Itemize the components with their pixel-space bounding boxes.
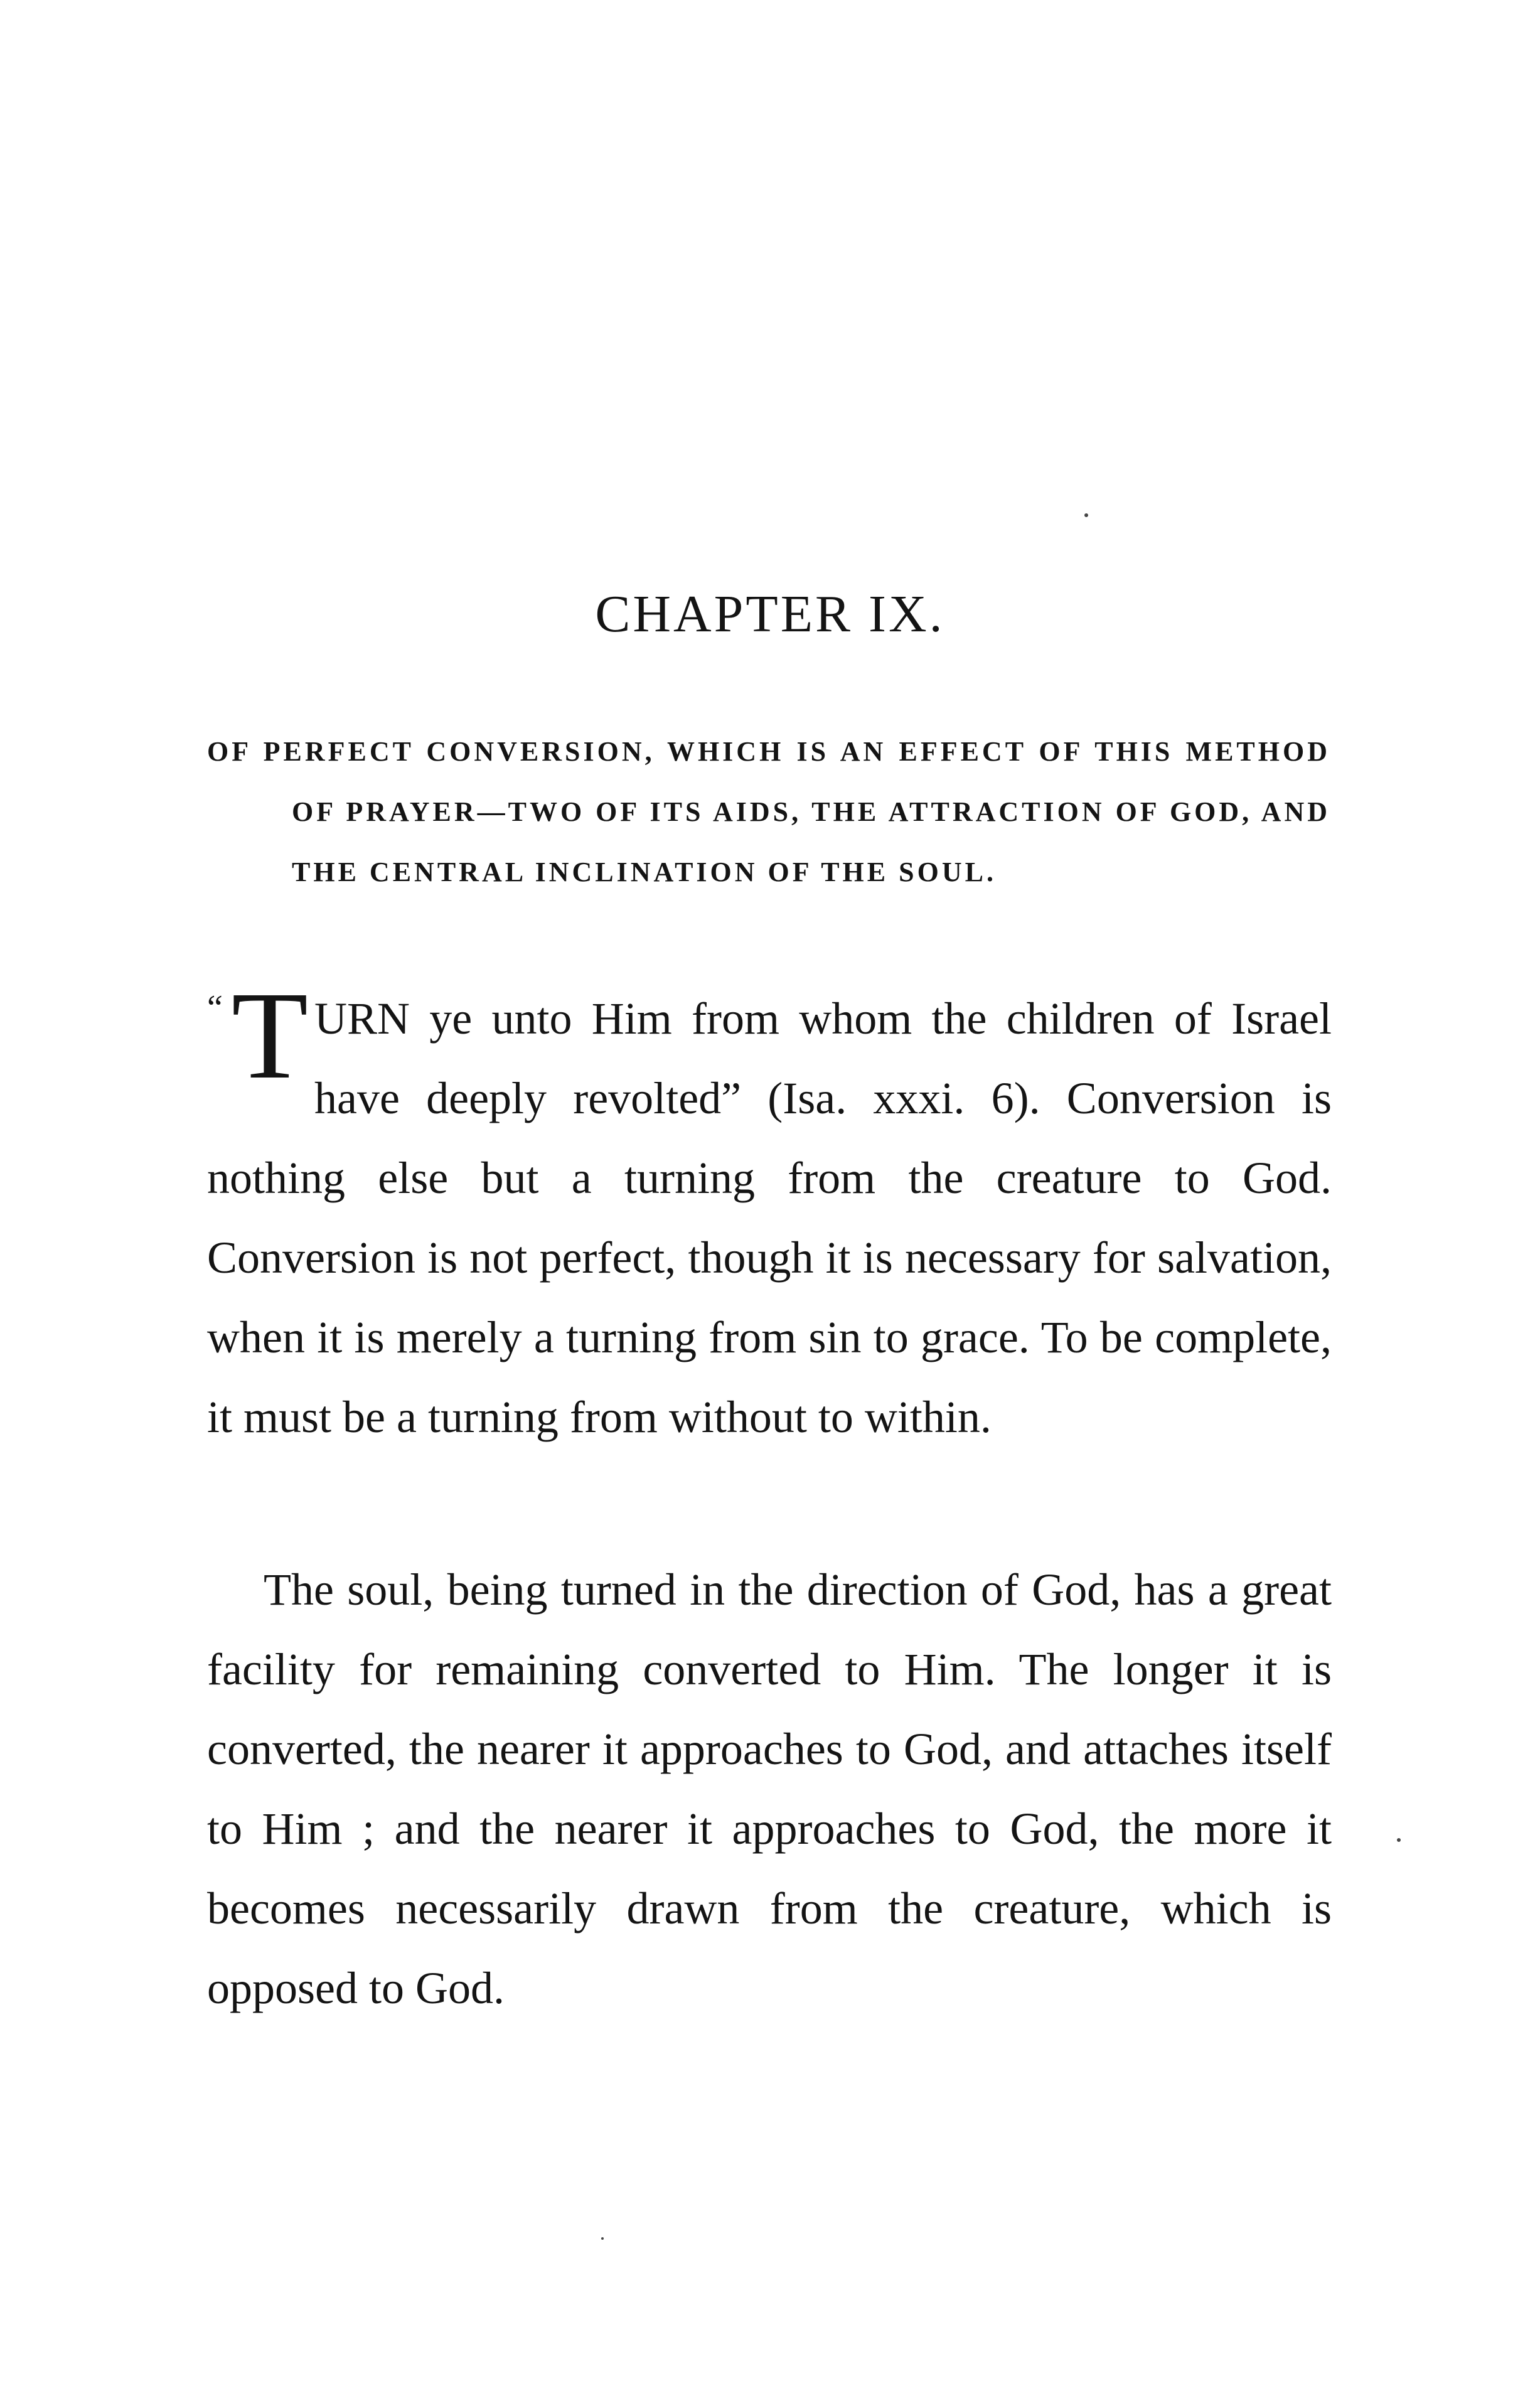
printing-speck [601, 2237, 604, 2240]
opening-quote: “ [207, 988, 223, 1027]
drop-cap: T [231, 966, 309, 1105]
printing-speck [1397, 1838, 1401, 1842]
drop-cap-group [207, 966, 309, 1133]
paragraph-1 [207, 966, 1332, 1457]
paragraph-2: The soul, being turned in the direction of God, has a great facility for remaining converted to Him. The longer it is converted, the nearer it approaches to God, and attaches itself to Him ; and the nearer it approaches to God, the more it becomes necessarily drawn from the creature, which is opposed to God. [207, 1565, 1332, 2013]
chapter-title: CHAPTER IX. [595, 585, 945, 643]
chapter-subtitle-rest: METHOD OF PRAYER—TWO OF ITS AIDS, THE ATTRACTION OF GOD, AND THE CENTRAL INCLINATION OF THE SOUL. [292, 736, 1330, 887]
chapter-subtitle-first-line: OF PERFECT CONVERSION, WHICH IS AN EFFECT OF THIS [207, 736, 1174, 767]
printing-speck [1084, 513, 1088, 517]
paragraph-1-text: URN ye unto Him from whom the children of Israel have deeply revolted” (Isa. xxxi. 6). Conversion is nothing else but a turning from the creature to God. Conversion is not perfect, though it is necessary for salvation, when it is merely a turning from sin to grace. To be complete, it must be a turning from without to within. [207, 993, 1332, 1442]
chapter-subtitle [207, 722, 1330, 902]
